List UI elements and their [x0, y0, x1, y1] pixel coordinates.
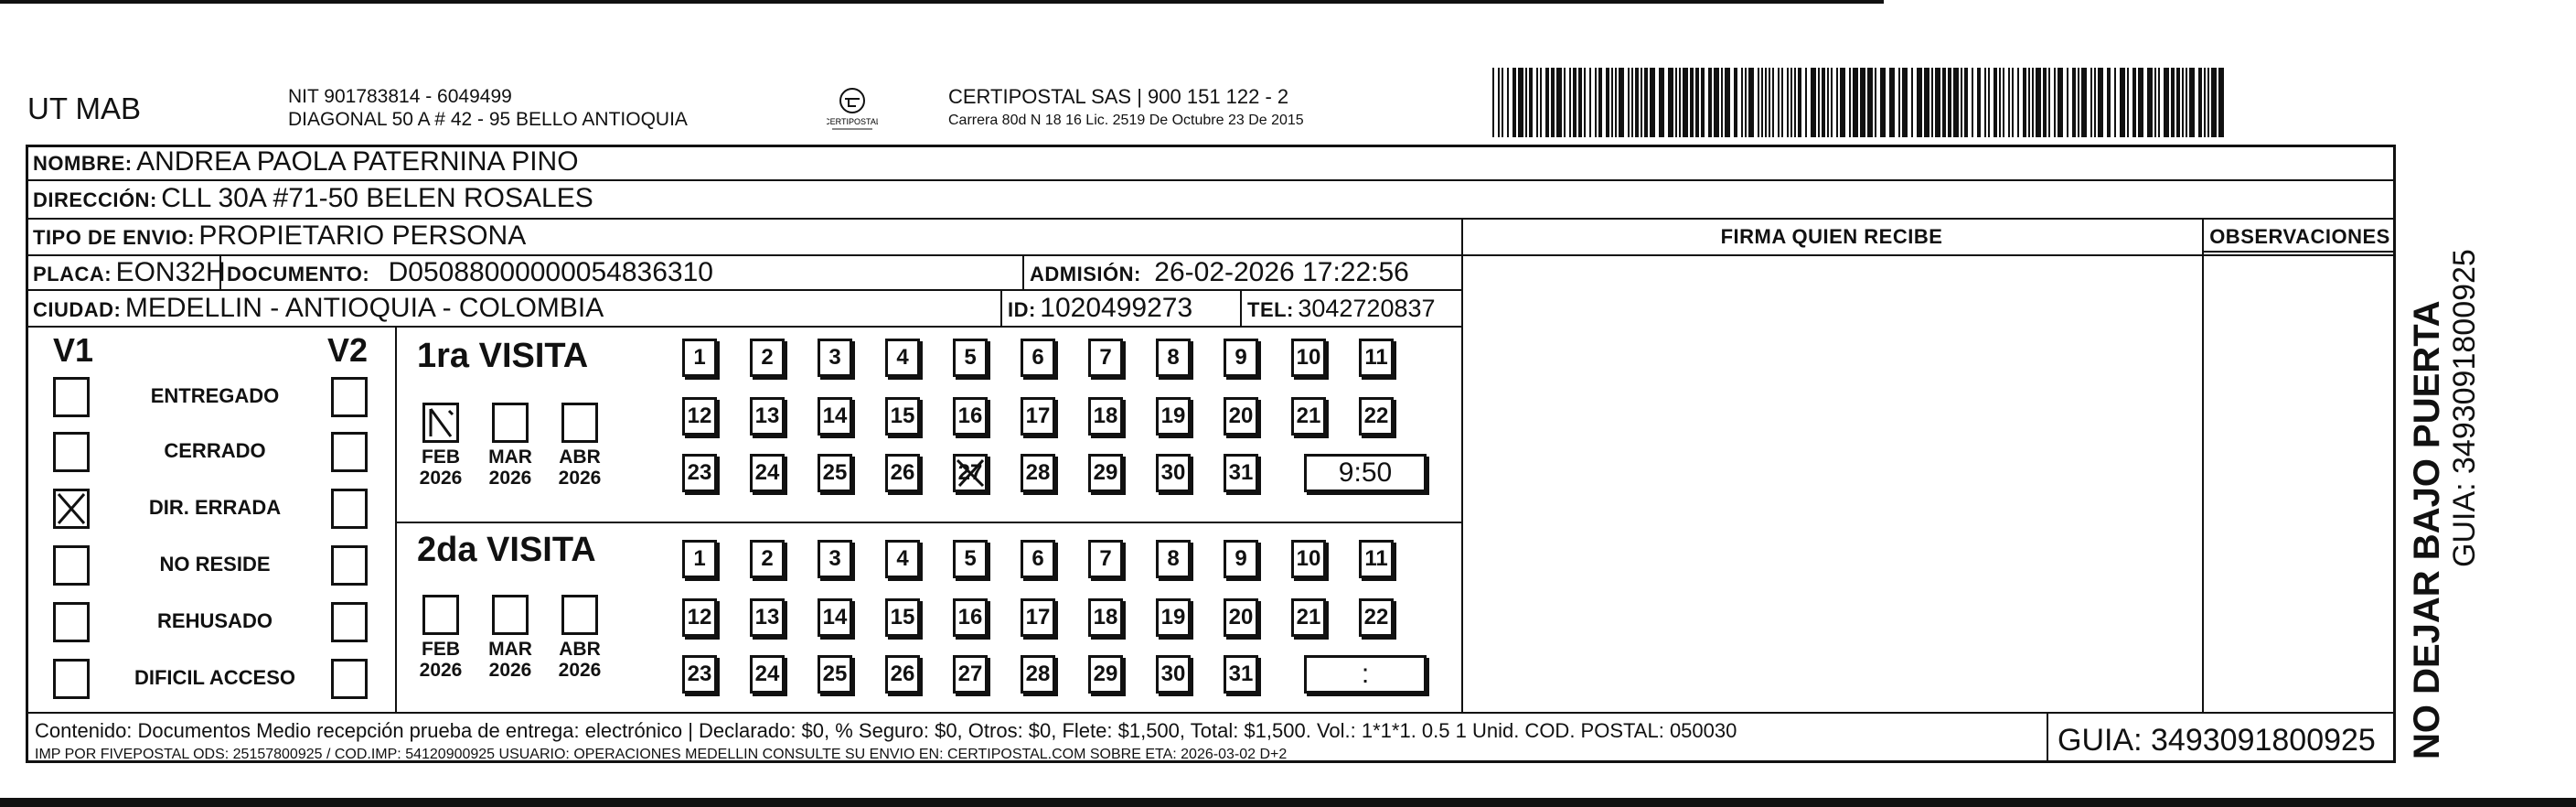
guia-box: GUIA: 3493091800925 — [2058, 723, 2376, 758]
second-visit-title: 2da VISITA — [417, 531, 596, 569]
day-box[interactable]: 27 — [953, 454, 988, 492]
month-name: ABR — [559, 447, 601, 468]
day-box[interactable]: 19 — [1156, 397, 1191, 436]
v2-checkbox[interactable] — [331, 377, 368, 417]
logo-text: CERTIPOSTAL — [827, 117, 878, 126]
ciudad-row — [33, 293, 604, 324]
day-box[interactable]: 31 — [1224, 454, 1258, 492]
day-box[interactable]: 13 — [750, 598, 785, 637]
side-guia: GUIA: 3493091800925 — [2447, 249, 2482, 567]
sender-nit: NIT 901783814 - 6049499 — [288, 86, 512, 107]
tipo-label: TIPO DE ENVIO: — [33, 226, 195, 249]
ciudad-label: CIUDAD: — [33, 298, 122, 321]
day-box[interactable]: 30 — [1156, 655, 1191, 694]
month-checkbox[interactable] — [561, 403, 598, 443]
tipo-value: PROPIETARIO PERSONA — [198, 221, 527, 251]
day-box[interactable]: 5 — [953, 339, 988, 377]
tel-label: TEL: — [1247, 298, 1294, 321]
admision-label: ADMISIÓN: — [1030, 263, 1141, 285]
day-box[interactable]: 19 — [1156, 598, 1191, 637]
day-box[interactable]: 12 — [682, 598, 717, 637]
day-box[interactable]: 21 — [1291, 397, 1326, 436]
no-dejar-stamp: NO DEJAR BAJO PUERTA — [2407, 300, 2447, 759]
v2-checkbox[interactable] — [331, 432, 368, 472]
month-label — [483, 447, 538, 489]
day-box[interactable]: 17 — [1021, 598, 1055, 637]
day-box[interactable]: 30 — [1156, 454, 1191, 492]
month-label — [483, 639, 538, 681]
day-box[interactable]: 1 — [682, 339, 717, 377]
barcode — [1492, 68, 2224, 137]
top-border — [0, 0, 1884, 4]
day-box[interactable]: 31 — [1224, 655, 1258, 694]
month-checkbox[interactable] — [422, 595, 459, 635]
day-box[interactable]: 10 — [1291, 540, 1326, 578]
day-box[interactable]: 7 — [1088, 540, 1123, 578]
bottom-border — [0, 798, 2576, 807]
day-box[interactable]: 6 — [1021, 339, 1055, 377]
id-value: 1020499273 — [1040, 293, 1193, 323]
day-box[interactable]: 17 — [1021, 397, 1055, 436]
tipo-row — [33, 221, 526, 252]
day-box[interactable]: 15 — [885, 397, 920, 436]
observations-area[interactable] — [2204, 254, 2394, 710]
month-name: FEB — [422, 639, 460, 660]
day-box[interactable]: 4 — [885, 540, 920, 578]
month-checkbox[interactable] — [492, 403, 529, 443]
v1-checkbox[interactable] — [53, 432, 90, 472]
tel-value: 3042720837 — [1298, 295, 1436, 322]
day-box[interactable]: 20 — [1224, 598, 1258, 637]
day-box[interactable]: 3 — [818, 540, 852, 578]
day-box[interactable]: 29 — [1088, 655, 1123, 694]
month-label — [552, 639, 607, 681]
day-box[interactable]: 22 — [1359, 598, 1394, 637]
day-box[interactable]: 5 — [953, 540, 988, 578]
nombre-label: NOMBRE: — [33, 152, 133, 175]
day-box[interactable]: 23 — [682, 454, 717, 492]
nombre-row — [33, 146, 579, 178]
month-label — [413, 447, 468, 489]
status-label: DIR. ERRADA — [148, 496, 282, 519]
day-box[interactable]: 7 — [1088, 339, 1123, 377]
month-checkbox[interactable] — [561, 595, 598, 635]
v1-checkbox[interactable] — [53, 602, 90, 642]
day-box[interactable]: 15 — [885, 598, 920, 637]
v1-header: V1 — [53, 331, 94, 369]
v1-checkbox[interactable] — [53, 489, 90, 529]
admision-value: 26-02-2026 17:22:56 — [1154, 257, 1409, 287]
footer-print-info: IMP POR FIVEPOSTAL ODS: 25157800925 / COD.IMP: 54120900925 USUARIO: OPERACIONES MEDELLIN CONSULTE SU ENVIO EN: CERTIPOSTAL.COM SOBRE ETA: 2026-03-02 D+2 — [35, 747, 1288, 762]
month-name: MAR — [488, 639, 532, 660]
direccion-value: CLL 30A #71-50 BELEN ROSALES — [161, 183, 593, 213]
day-box[interactable]: 28 — [1021, 655, 1055, 694]
day-box[interactable]: 25 — [818, 454, 852, 492]
admision-row — [1030, 257, 1409, 288]
month-checkbox[interactable] — [492, 595, 529, 635]
v2-checkbox[interactable] — [331, 602, 368, 642]
day-box[interactable]: 18 — [1088, 397, 1123, 436]
signature-area[interactable] — [1463, 256, 2200, 710]
ciudad-value: MEDELLIN - ANTIOQUIA - COLOMBIA — [124, 293, 604, 323]
v2-checkbox[interactable] — [331, 489, 368, 529]
day-box[interactable]: 28 — [1021, 454, 1055, 492]
placa-label: PLACA: — [33, 263, 112, 285]
time-box[interactable]: 9:50 — [1304, 454, 1427, 492]
month-year: 2026 — [419, 660, 463, 681]
sender-address: DIAGONAL 50 A # 42 - 95 BELLO ANTIOQUIA — [288, 109, 688, 130]
status-label: CERRADO — [164, 439, 266, 462]
day-box[interactable]: 9 — [1224, 339, 1258, 377]
day-box[interactable]: 14 — [818, 397, 852, 436]
direccion-row — [33, 183, 593, 214]
time-box[interactable]: : — [1304, 655, 1427, 694]
month-name: FEB — [422, 447, 460, 468]
day-box[interactable]: 16 — [953, 598, 988, 637]
placa-value: EON32H — [115, 257, 226, 287]
company-name: CERTIPOSTAL SAS | 900 151 122 - 2 — [948, 85, 1289, 108]
id-row — [1008, 293, 1192, 324]
day-box[interactable]: 22 — [1359, 397, 1394, 436]
month-year: 2026 — [488, 660, 532, 681]
day-box[interactable]: 10 — [1291, 339, 1326, 377]
day-box[interactable]: 8 — [1156, 540, 1191, 578]
day-box[interactable]: 20 — [1224, 397, 1258, 436]
id-label: ID: — [1008, 298, 1036, 321]
status-label: REHUSADO — [157, 609, 273, 632]
day-box[interactable]: 26 — [885, 655, 920, 694]
firma-label: FIRMA QUIEN RECIBE — [1720, 225, 1943, 248]
day-box[interactable]: 2 — [750, 339, 785, 377]
day-box[interactable]: 26 — [885, 454, 920, 492]
month-year: 2026 — [558, 468, 602, 489]
certipostal-logo — [827, 84, 878, 135]
month-year: 2026 — [488, 468, 532, 489]
nombre-value: ANDREA PAOLA PATERNINA PINO — [136, 146, 579, 177]
month-name: MAR — [488, 447, 532, 468]
day-box[interactable]: 8 — [1156, 339, 1191, 377]
day-box[interactable]: 23 — [682, 655, 717, 694]
documento-row — [227, 257, 713, 288]
observaciones-label: OBSERVACIONES — [2209, 225, 2390, 248]
month-label — [413, 639, 468, 681]
documento-value: D05088000000054836310 — [388, 257, 713, 287]
day-box[interactable]: 27 — [953, 655, 988, 694]
placa-row — [33, 257, 226, 288]
day-box[interactable]: 14 — [818, 598, 852, 637]
day-box[interactable]: 18 — [1088, 598, 1123, 637]
day-box[interactable]: 9 — [1224, 540, 1258, 578]
day-box[interactable]: 24 — [750, 655, 785, 694]
day-box[interactable]: 25 — [818, 655, 852, 694]
tel-row — [1247, 295, 1436, 323]
day-box[interactable]: 13 — [750, 397, 785, 436]
month-year: 2026 — [419, 468, 463, 489]
day-box[interactable]: 11 — [1359, 339, 1394, 377]
v1-checkbox[interactable] — [53, 377, 90, 417]
status-label: DIFICIL ACCESO — [134, 666, 295, 689]
first-visit-title: 1ra VISITA — [417, 337, 589, 375]
v2-checkbox[interactable] — [331, 659, 368, 699]
direccion-label: DIRECCIÓN: — [33, 188, 157, 211]
documento-label: DOCUMENTO: — [227, 263, 370, 285]
day-box[interactable]: 21 — [1291, 598, 1326, 637]
month-name: ABR — [559, 639, 601, 660]
footer-content: Contenido: Documentos Medio recepción prueba de entrega: electrónico | Declarado: $0, % Seguro: $0, Otros: $0, Flete: $1,500, Total: $1,500. Vol.: 1*1*1. 0.5 1 Unid. COD. POSTAL: 050030 — [35, 719, 1737, 742]
v2-header: V2 — [327, 331, 369, 369]
company-license: Carrera 80d N 18 16 Lic. 2519 De Octubre 23 De 2015 — [948, 113, 1304, 128]
v2-checkbox[interactable] — [331, 545, 368, 586]
day-box[interactable]: 11 — [1359, 540, 1394, 578]
day-box[interactable]: 6 — [1021, 540, 1055, 578]
day-box[interactable]: 29 — [1088, 454, 1123, 492]
v1-checkbox[interactable] — [53, 659, 90, 699]
v1-checkbox[interactable] — [53, 545, 90, 586]
day-box[interactable]: 2 — [750, 540, 785, 578]
day-box[interactable]: 4 — [885, 339, 920, 377]
day-box[interactable]: 1 — [682, 540, 717, 578]
month-checkbox[interactable] — [422, 403, 459, 443]
status-label: NO RESIDE — [159, 553, 271, 576]
month-label — [552, 447, 607, 489]
sender-name: UT MAB — [27, 91, 142, 125]
day-box[interactable]: 24 — [750, 454, 785, 492]
month-year: 2026 — [558, 660, 602, 681]
day-box[interactable]: 12 — [682, 397, 717, 436]
status-label: ENTREGADO — [150, 384, 280, 407]
day-box[interactable]: 3 — [818, 339, 852, 377]
day-box[interactable]: 16 — [953, 397, 988, 436]
